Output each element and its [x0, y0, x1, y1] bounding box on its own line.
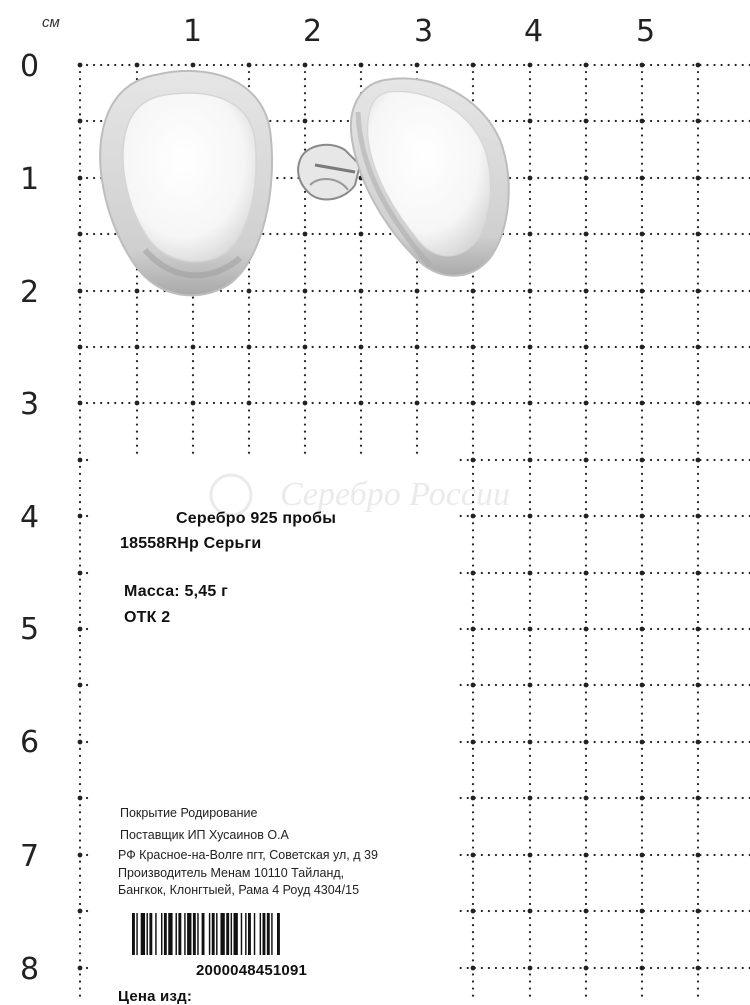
barcode-bar — [263, 913, 266, 955]
barcode-bar — [178, 913, 181, 955]
barcode-bar — [231, 913, 232, 955]
barcode-bar — [209, 913, 210, 955]
left-earring — [100, 71, 272, 295]
barcode-bar — [277, 913, 280, 955]
ruler-left-number: 1 — [20, 162, 40, 197]
barcode-bar — [267, 913, 270, 955]
barcode-bar — [226, 913, 229, 955]
barcode-bar — [212, 913, 215, 955]
label-manufacturer: Производитель Менам 10110 Тайланд, — [118, 866, 345, 880]
earring-back — [298, 145, 360, 200]
ruler-left-number: 2 — [20, 275, 40, 310]
ruler-left-number: 4 — [20, 500, 40, 535]
ruler-left-number: 8 — [20, 952, 40, 987]
ruler-left-number: 3 — [20, 387, 40, 422]
barcode-bar — [220, 913, 224, 955]
price-label: Цена изд: — [118, 988, 193, 1005]
watermark-text: России — [409, 476, 510, 513]
barcode-bar — [147, 913, 148, 955]
barcode-bar — [216, 913, 217, 955]
barcode-bar — [132, 913, 135, 955]
ruler-top-number: 2 — [303, 14, 323, 49]
barcode-bar — [184, 913, 185, 955]
right-earring — [351, 78, 509, 275]
barcode-bar — [136, 913, 137, 955]
barcode-bar — [141, 913, 145, 955]
barcode-bar — [168, 913, 172, 955]
label-article: 18558RHp Серьги — [120, 535, 262, 552]
ruler-top-number: 5 — [636, 14, 656, 49]
barcode-bar — [234, 913, 238, 955]
barcode-bar — [176, 913, 177, 955]
label-mass: Масса: 5,45 г — [124, 583, 228, 600]
barcode-bar — [271, 913, 272, 955]
barcode-bar — [161, 913, 162, 955]
barcode-bar — [193, 913, 196, 955]
ruler-top-number: 4 — [524, 14, 544, 49]
ruler-left-number: 5 — [20, 612, 40, 647]
barcode-bar — [164, 913, 167, 955]
ruler-top-number: 1 — [183, 14, 203, 49]
label-manufacturer-address: Бангкок, Клонгтыей, Рама 4 Роуд 4304/15 — [118, 883, 360, 897]
left-ruler — [0, 0, 70, 1000]
ruler-top-number: 3 — [414, 14, 434, 49]
barcode-number: 2000048451091 — [196, 962, 308, 979]
label-otk: ОТК 2 — [124, 609, 171, 626]
barcode-bar — [260, 913, 261, 955]
top-ruler — [0, 0, 750, 55]
label-title: Серебро 925 пробы — [176, 510, 337, 527]
barcode-bar — [197, 913, 198, 955]
barcode-bar — [149, 913, 152, 955]
barcode-bar — [254, 913, 255, 955]
ruler-left-number: 7 — [20, 839, 40, 874]
barcode — [132, 913, 397, 955]
barcode-bar — [155, 913, 156, 955]
label-coating: Покрытие Родирование — [120, 806, 258, 820]
unit-label: см — [42, 14, 60, 31]
barcode-bar — [248, 913, 251, 955]
barcode-bar — [241, 913, 242, 955]
barcode-bar — [187, 913, 191, 955]
ruler-left-number: 0 — [20, 49, 40, 84]
barcode-bar — [245, 913, 246, 955]
label-supplier: Поставщик ИП Хусаинов О.А — [120, 828, 289, 842]
barcode-bar — [202, 913, 205, 955]
label-address: РФ Красное-на-Волге пгт, Советская ул, д 39 — [118, 848, 378, 862]
ruler-left-number: 6 — [20, 725, 40, 760]
